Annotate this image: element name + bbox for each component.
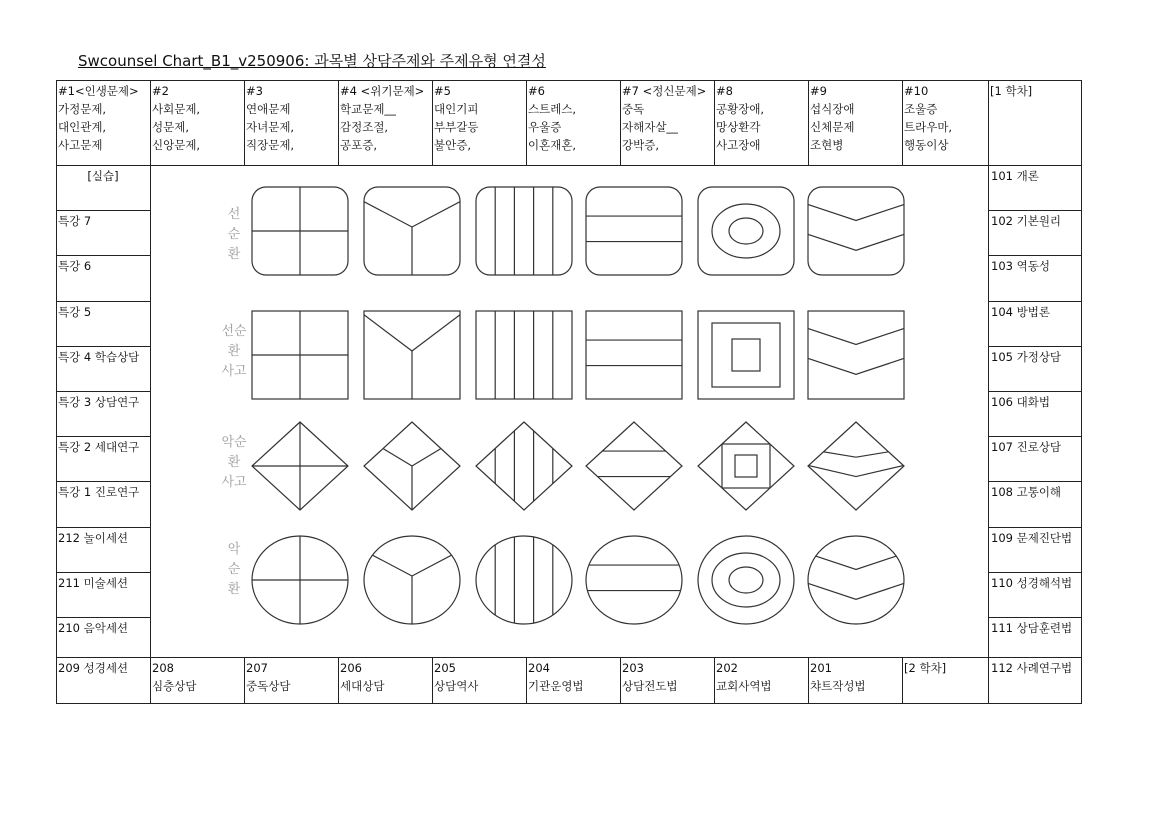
cell-line: 기관운영법 — [528, 679, 584, 693]
cell-line: #9 — [810, 84, 827, 98]
bottom-course-6 — [714, 659, 808, 703]
cell-line: 204 — [528, 661, 550, 675]
cell-line: 상담전도법 — [622, 679, 678, 693]
row-label-line: 사고 — [221, 364, 247, 379]
topic-header-10 — [902, 82, 988, 165]
cell-line: 심층상담 — [152, 679, 197, 693]
cell-line: 공황장애, — [716, 102, 765, 116]
cell-line: 조울증 — [904, 102, 938, 116]
cell-line: 중독상담 — [246, 679, 291, 693]
shape-square-concentric — [693, 306, 799, 404]
bottom-course-1 — [244, 659, 338, 703]
topic-header-2 — [150, 82, 244, 165]
cell-line: 조현병 — [810, 138, 844, 152]
left-course-8: 212 놀이세션 — [58, 530, 129, 545]
row-label-line: 사고 — [221, 475, 247, 490]
shape-rounded-concentric — [693, 182, 799, 280]
table-rule — [988, 165, 989, 657]
right-course-6: 107 진로상담 — [991, 440, 1062, 455]
right-course-0: 101 개론 — [991, 169, 1039, 183]
shape-diamond-horizontal-bands — [581, 417, 687, 515]
cell-line: 사고장애 — [716, 138, 761, 152]
topic-header-1 — [56, 82, 150, 165]
row-label-line: 환 — [227, 455, 241, 470]
left-course-2: 특강 6 — [58, 259, 92, 274]
cell-line: 사고문제 — [58, 138, 103, 152]
shape-square-cross — [247, 306, 353, 404]
cell-line: 203 — [622, 661, 644, 675]
table-rule — [1081, 80, 1082, 703]
cell-line: 트라우마, — [904, 120, 953, 134]
cell-line: 상담역사 — [434, 679, 479, 693]
row-label-line: 선 — [227, 207, 241, 222]
cell-line: 우울증 — [528, 120, 562, 134]
shape-diamond-vertical-bands — [471, 417, 577, 515]
row-label-line: 악순 — [221, 435, 247, 450]
right-course-3: 104 방법론 — [991, 304, 1050, 319]
cell-line: #3 — [246, 84, 263, 98]
cell-line: 자녀문제, — [246, 120, 295, 134]
cell-line: 강박증, — [622, 138, 659, 152]
right-course-4: 105 가정상담 — [991, 349, 1062, 364]
cell-line: 망상환각 — [716, 120, 761, 134]
cell-line: 중독 — [622, 102, 645, 116]
shape-square-y-split — [359, 306, 465, 404]
cell-line: #8 — [716, 84, 733, 98]
shape-diamond-cross — [247, 417, 353, 515]
bottom-course-8 — [902, 659, 988, 703]
shape-square-horizontal-bands — [581, 306, 687, 404]
cell-line: #10 — [904, 84, 929, 98]
cell-line: 세대상담 — [340, 679, 385, 693]
bottom-course-2 — [338, 659, 432, 703]
shape-oval-cross — [247, 531, 353, 629]
shape-rounded-horizontal-bands — [581, 182, 687, 280]
shape-oval-horizontal-bands — [581, 531, 687, 629]
bottom-course-0 — [150, 659, 244, 703]
shape-diamond-concentric — [693, 417, 799, 515]
shape-oval-y-split — [359, 531, 465, 629]
cell-line: #5 — [434, 84, 451, 98]
cell-line: 사회문제, — [152, 102, 201, 116]
topic-header-4 — [338, 82, 432, 165]
left-course-10: 210 음악세션 — [58, 621, 129, 635]
topic-header-9 — [808, 82, 902, 165]
cell-line: 챠트작성법 — [810, 679, 866, 693]
right-course-2: 103 역동성 — [991, 259, 1050, 274]
topic-header-3 — [244, 82, 338, 165]
table-rule — [56, 657, 1081, 658]
cell-line: 직장문제, — [246, 138, 295, 152]
table-rule — [56, 703, 1082, 704]
cell-line: 불안증, — [434, 138, 471, 152]
cell-line: 스트레스, — [528, 102, 577, 116]
shape-rounded-y-split — [359, 182, 465, 280]
cell-line: 202 — [716, 661, 738, 675]
right-course-7: 108 고통이해 — [991, 485, 1062, 500]
table-rule — [988, 391, 1081, 392]
right-course-5: 106 대화법 — [991, 395, 1050, 409]
table-rule — [56, 617, 150, 618]
shape-square-vertical-bands — [471, 306, 577, 404]
topic-header-5 — [432, 82, 526, 165]
row-label-line: 환 — [227, 344, 241, 359]
left-course-3: 특강 5 — [58, 304, 92, 319]
row-label-line: 환 — [227, 247, 241, 262]
row-label-line: 선순 — [221, 324, 247, 339]
cell-line: 신앙문제, — [152, 138, 201, 152]
shape-oval-chevrons — [803, 531, 909, 629]
left-course-9: 211 미술세션 — [58, 575, 129, 590]
cell-line: 가정문제, — [58, 102, 107, 116]
cell-line: 대인관계, — [58, 120, 107, 134]
topic-header-6 — [526, 82, 620, 165]
cell-line: 감정조절, — [340, 120, 389, 134]
right-course-8: 109 문제진단법 — [991, 530, 1073, 545]
cell-line: 학교문제__ — [340, 102, 396, 116]
shape-rounded-cross — [247, 182, 353, 280]
bottom-course-5 — [620, 659, 714, 703]
shape-rounded-vertical-bands — [471, 182, 577, 280]
row-label-line: 순 — [227, 562, 241, 577]
shape-diamond-chevrons — [803, 417, 909, 515]
table-rule — [56, 165, 1081, 166]
cell-line: 공포증, — [340, 138, 377, 152]
cell-line: 208 — [152, 661, 174, 675]
right-course-9: 110 성경해석법 — [991, 575, 1073, 590]
left-course-11: 209 성경세션 — [58, 661, 129, 675]
cell-line: 섭식장애 — [810, 102, 855, 116]
shape-rounded-chevrons — [803, 182, 909, 280]
left-course-4: 특강 4 학습상담 — [58, 349, 140, 364]
cell-line: 201 — [810, 661, 832, 675]
cell-line: #6 — [528, 84, 545, 98]
page-title: Swcounsel Chart_B1_v250906: 과목별 상담주제와 주제유형 연결성 — [78, 52, 546, 70]
row-label-line: 순 — [227, 227, 241, 242]
cell-line: 206 — [340, 661, 362, 675]
right-course-1: 102 기본원리 — [991, 214, 1062, 229]
right-course-11: 112 사례연구법 — [991, 661, 1073, 675]
cell-line: 성문제, — [152, 120, 189, 134]
table-rule — [150, 165, 151, 657]
cell-line: #7 <정신문제> — [622, 84, 707, 98]
table-rule — [988, 617, 1081, 618]
cell-line: 행동이상 — [904, 138, 949, 152]
cell-line: #4 <위기문제> — [340, 84, 425, 98]
cell-line: 교회사역법 — [716, 679, 772, 693]
cell-line: #2 — [152, 84, 169, 98]
cell-line: 연애문제 — [246, 102, 291, 116]
topic-header-11 — [988, 82, 1081, 165]
cell-line: 부부갈등 — [434, 120, 479, 134]
cell-line: [1 학차] — [990, 84, 1033, 98]
cell-line: [2 학차] — [904, 661, 947, 675]
left-course-0: [실습] — [87, 169, 119, 183]
cell-line: 205 — [434, 661, 456, 675]
shape-oval-concentric — [693, 531, 799, 629]
topic-header-7 — [620, 82, 714, 165]
table-rule — [56, 391, 150, 392]
shape-square-chevrons — [803, 306, 909, 404]
bottom-course-7 — [808, 659, 902, 703]
left-course-6: 특강 2 세대연구 — [58, 440, 140, 455]
right-course-10: 111 상담훈련법 — [991, 621, 1073, 635]
left-course-5: 특강 3 상담연구 — [58, 395, 140, 409]
row-label-line: 악 — [227, 542, 241, 557]
cell-line: 자해자살__ — [622, 120, 678, 134]
table-rule — [988, 657, 989, 703]
shape-oval-vertical-bands — [471, 531, 577, 629]
cell-line: #1<인생문제> — [58, 84, 139, 98]
cell-line: 대인기피 — [434, 102, 479, 116]
left-course-7: 특강 1 진로연구 — [58, 485, 140, 500]
shape-diamond-y-split — [359, 417, 465, 515]
cell-line: 207 — [246, 661, 268, 675]
bottom-course-4 — [526, 659, 620, 703]
left-course-1: 특강 7 — [58, 214, 92, 229]
table-rule — [56, 80, 1081, 81]
row-label-line: 환 — [227, 582, 241, 597]
cell-line: 이혼재혼, — [528, 138, 577, 152]
bottom-course-3 — [432, 659, 526, 703]
topic-header-8 — [714, 82, 808, 165]
cell-line: 신체문제 — [810, 120, 855, 134]
